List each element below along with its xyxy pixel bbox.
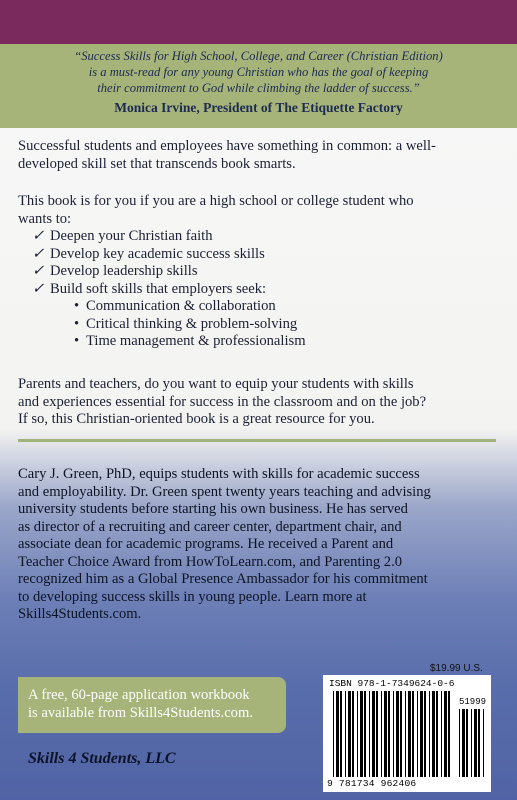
text-line: recognized him as a Global Presence Ambassador for his commitment [18, 571, 428, 587]
text-line: university students before starting his own business. He has served [18, 501, 408, 517]
intro-paragraph [18, 138, 498, 173]
list-item-label: Develop leadership skills [50, 263, 198, 279]
text-line: associate dean for academic programs. He received a Parent and [18, 536, 394, 552]
text-line: Parents and teachers, do you want to equip your students with skills [18, 376, 414, 392]
top-color-band [0, 0, 517, 44]
checkmark-icon: ✓ [32, 263, 45, 279]
barcode-addon-digits: 51999 [459, 697, 487, 707]
checklist [32, 228, 492, 351]
text-line: wants to: [18, 210, 72, 227]
barcode-bars-icon [323, 675, 491, 792]
sub-list-item-label: Communication & collaboration [86, 298, 276, 314]
text-line: Cary J. Green, PhD, equips students with skills for academic success [18, 466, 420, 482]
ean-digits: 9 781734 962406 [327, 778, 417, 789]
text-line: If so, this Christian-oriented book is a great resource for you. [18, 411, 375, 427]
list-item [32, 228, 492, 246]
quote-attribution: Monica Irvine, President of The Etiquette Factory [114, 100, 403, 115]
isbn-label: ISBN 978-1-7349624-0-6 [329, 678, 455, 689]
closing-paragraph [18, 376, 498, 429]
bullet-icon: • [74, 298, 80, 314]
endorsement-quote [22, 48, 495, 96]
list-item [32, 281, 492, 299]
sub-list-item-label: Time management & professionalism [86, 333, 306, 349]
audience-paragraph [18, 193, 498, 228]
quote-banner [0, 44, 517, 128]
barcode [323, 675, 491, 792]
workbook-callout [18, 677, 286, 733]
text-line: as director of a recruiting and career center, department chair, and [18, 518, 402, 535]
list-item [32, 263, 492, 281]
sub-list-item [32, 316, 492, 334]
sub-list-item [32, 298, 492, 316]
publisher-name: Skills 4 Students, LLC [28, 750, 176, 767]
sub-list-item [32, 333, 492, 351]
checkmark-icon: ✓ [32, 245, 45, 262]
section-divider [18, 439, 496, 442]
list-item-label: Develop key academic success skills [50, 245, 265, 262]
text-line: A free, 60-page application workbook [28, 687, 250, 703]
quote-line: their commitment to God while climbing the ladder of success.” [97, 81, 420, 95]
quote-line: is a must-read for any young Christian who has the goal of keeping [88, 65, 429, 79]
text-line: Successful students and employees have something in common: a well- [18, 138, 436, 154]
text-line: This book is for you if you are a high school or college student who [18, 193, 414, 209]
checkmark-icon: ✓ [32, 228, 45, 244]
text-line: developed skill set that transcends book smarts. [18, 155, 296, 172]
quote-line: “Success Skills for High School, College, and Career (Christian Edition) [74, 49, 443, 63]
bullet-icon: • [74, 333, 80, 349]
text-line: to developing success skills in young people. Learn more at [18, 588, 367, 605]
text-line: and employability. Dr. Green spent twenty years teaching and advising [18, 483, 431, 500]
list-item-label: Deepen your Christian faith [50, 228, 213, 244]
author-bio [18, 466, 498, 624]
list-item-label: Build soft skills that employers seek: [50, 280, 267, 297]
text-line: and experiences essential for success in the classroom and on the job? [18, 393, 427, 410]
list-item [32, 246, 492, 264]
bullet-icon: • [74, 315, 80, 332]
text-line: Teacher Choice Award from HowToLearn.com, and Parenting 2.0 [18, 553, 403, 570]
price-label: $19.99 U.S. [430, 663, 483, 674]
checkmark-icon: ✓ [32, 280, 45, 297]
sub-list-item-label: Critical thinking & problem-solving [86, 315, 298, 332]
text-line: Skills4Students.com. [18, 606, 142, 622]
text-line: is available from Skills4Students.com. [28, 704, 253, 721]
